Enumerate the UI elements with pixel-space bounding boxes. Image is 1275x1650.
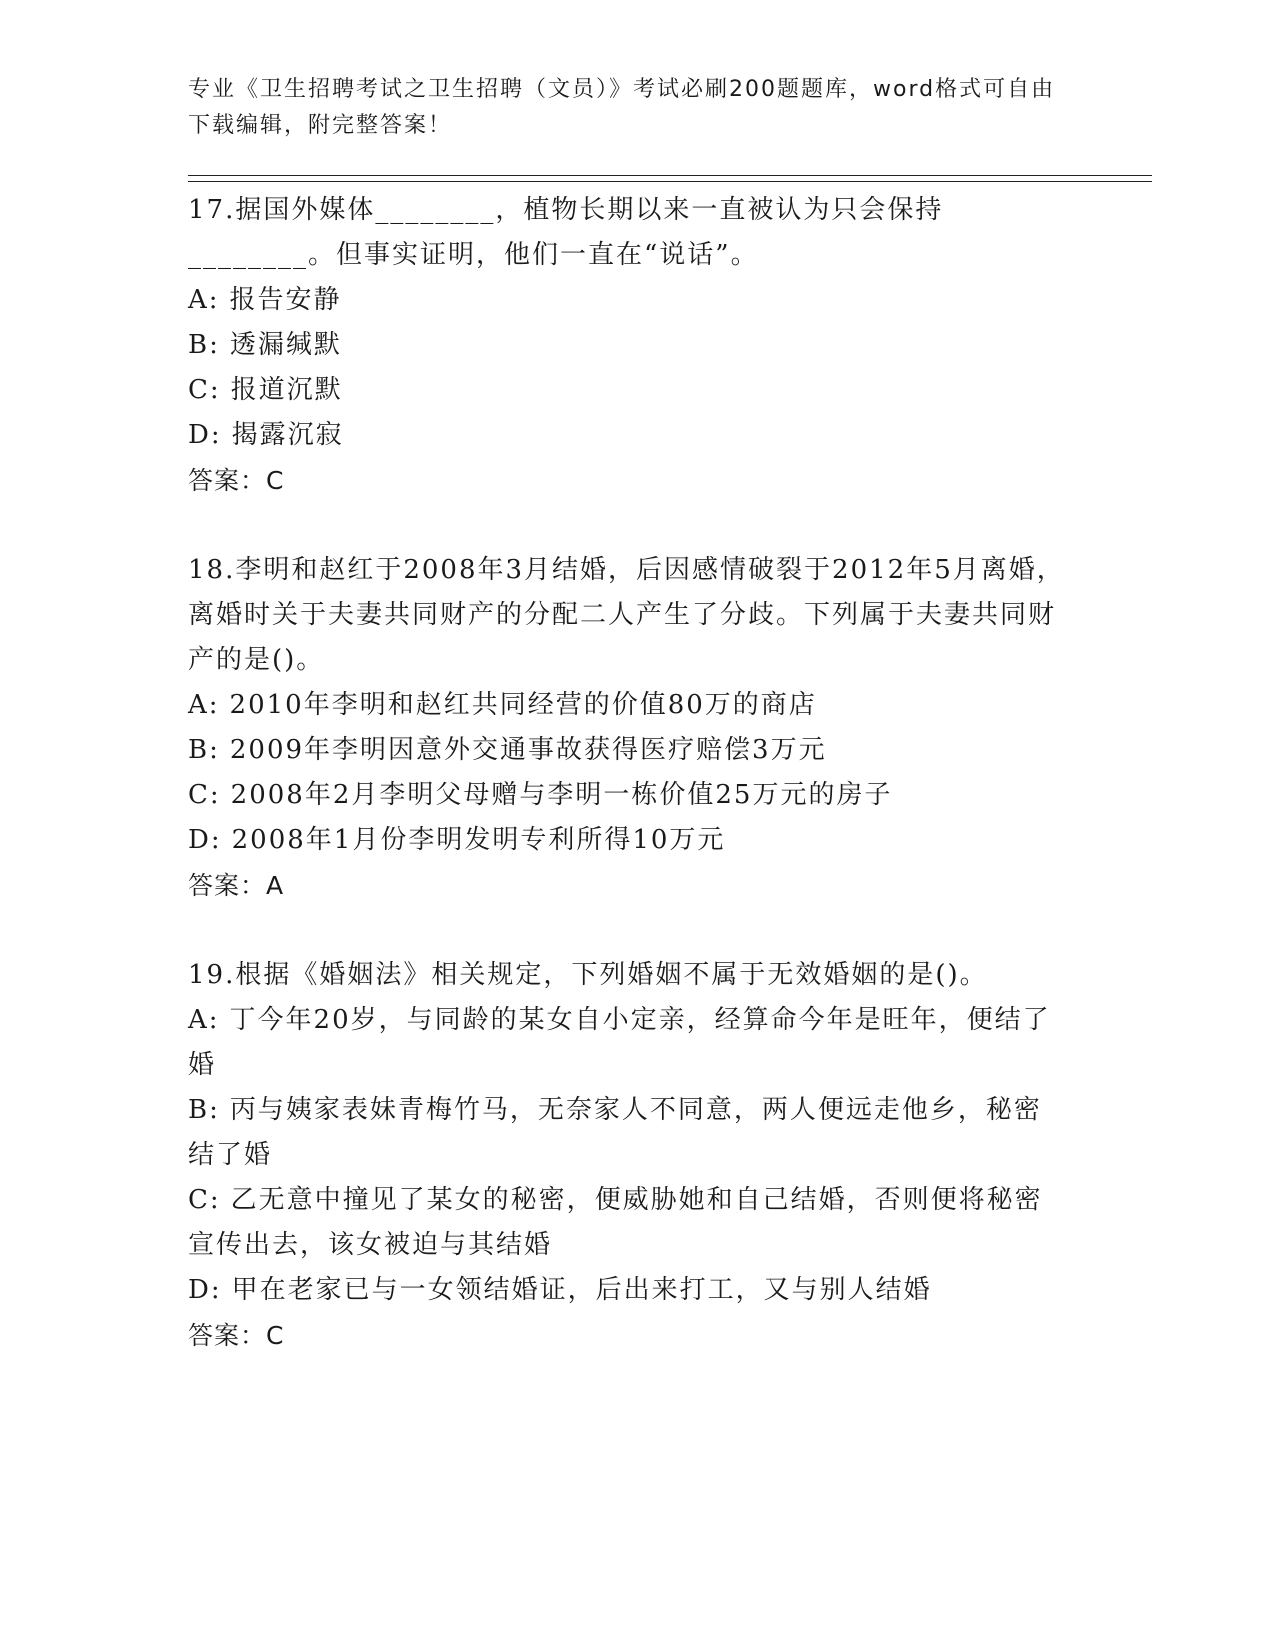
header-text: 专业《卫生招聘考试之卫生招聘（文员）》考试必刷200题题库，word格式可自由下载编辑，附完整答案！ (188, 77, 1056, 138)
option-text: 丁今年20岁，与同龄的某女自小定亲，经算命今年是旺年，便结了婚 (188, 1005, 1051, 1080)
option-text: 报告安静 (229, 285, 342, 315)
option-text: 2010年李明和赵红共同经营的价值80万的商店 (229, 690, 817, 720)
question-18 (188, 548, 1068, 908)
answer-line: 答案：A (188, 871, 285, 900)
option-text: 甲在老家已与一女领结婚证，后出来打工，又与别人结婚 (231, 1275, 932, 1305)
option-d (188, 413, 1068, 458)
option-a (188, 278, 1068, 323)
question-list (188, 188, 1068, 1403)
answer-line: 答案：C (188, 466, 285, 495)
option-letter: A: (188, 690, 220, 720)
option-text: 揭露沉寂 (231, 420, 344, 450)
option-letter: C: (188, 1185, 221, 1215)
option-text: 报道沉默 (230, 375, 343, 405)
header-divider-bottom (188, 181, 1152, 182)
option-c (188, 368, 1068, 413)
question-17 (188, 188, 1068, 503)
option-d (188, 818, 1068, 863)
option-text: 2008年2月李明父母赠与李明一栋价值25万元的房子 (230, 780, 893, 810)
option-text: 透漏缄默 (229, 330, 342, 360)
option-a (188, 998, 1068, 1088)
option-letter: C: (188, 780, 221, 810)
header-divider-top (188, 175, 1152, 176)
option-text: 丙与姨家表妹青梅竹马，无奈家人不同意，两人便远走他乡，秘密结了婚 (188, 1095, 1042, 1170)
question-stem: 18.李明和赵红于2008年3月结婚，后因感情破裂于2012年5月离婚，离婚时关于夫妻共同财产的分配二人产生了分歧。下列属于夫妻共同财产的是()。 (188, 555, 1065, 675)
option-letter: B: (188, 330, 220, 360)
option-letter: D: (188, 825, 222, 855)
question-19 (188, 953, 1068, 1358)
option-text: 2009年李明因意外交通事故获得医疗赔偿3万元 (229, 735, 827, 765)
option-letter: D: (188, 420, 222, 450)
question-stem: 17.据国外媒体________，植物长期以来一直被认为只会保持________。但事实证明，他们一直在“说话”。 (188, 195, 944, 270)
option-b (188, 323, 1068, 368)
option-letter: A: (188, 285, 220, 315)
option-a (188, 683, 1068, 728)
option-letter: A: (188, 1005, 220, 1035)
option-letter: B: (188, 735, 220, 765)
option-c (188, 1178, 1068, 1268)
option-b (188, 1088, 1068, 1178)
option-text: 2008年1月份李明发明专利所得10万元 (231, 825, 726, 855)
option-text: 乙无意中撞见了某女的秘密，便威胁她和自己结婚，否则便将秘密宣传出去，该女被迫与其结婚 (188, 1185, 1043, 1260)
document-header (188, 72, 1068, 144)
option-letter: B: (188, 1095, 220, 1125)
option-letter: D: (188, 1275, 222, 1305)
option-c (188, 773, 1068, 818)
answer-line: 答案：C (188, 1321, 285, 1350)
option-d (188, 1268, 1068, 1313)
option-letter: C: (188, 375, 221, 405)
question-stem: 19.根据《婚姻法》相关规定，下列婚姻不属于无效婚姻的是()。 (188, 960, 988, 990)
option-b (188, 728, 1068, 773)
